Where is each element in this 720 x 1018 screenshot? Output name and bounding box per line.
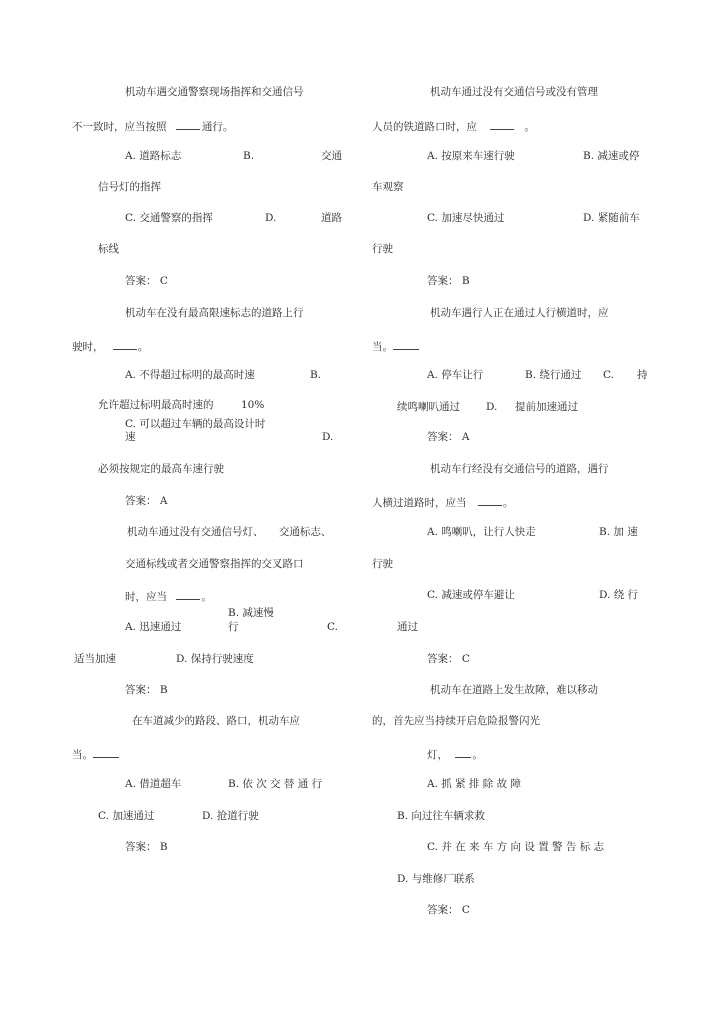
q4-stem-line1: 在车道减少的路段、路口，机动车应 <box>132 715 300 727</box>
q5-option-b-cont: 车观察 <box>372 181 404 193</box>
q3-option-c-text: 适当加速 <box>74 653 116 665</box>
q5-stem-line1: 机动车通过没有交通信号或没有管理 <box>430 86 598 98</box>
q8-stem-line1: 机动车在道路上发生故障，难以移动 <box>430 684 598 696</box>
q3-option-c: C. <box>327 621 338 633</box>
q2-option-c: C. 可以超过车辆的最高设计时 <box>125 418 266 430</box>
q5-option-d: D. 紧随前车 <box>583 212 640 224</box>
q5-answer-blank <box>490 118 514 130</box>
q8-option-a: A. 抓 紧 排 除 故 障 <box>427 778 521 790</box>
q2-stem-line1: 机动车在没有最高限速标志的道路上行 <box>125 307 304 319</box>
q7-option-c: C. 减速或停车避让 <box>427 589 515 601</box>
q7-option-d: D. 绕 行 <box>599 589 639 601</box>
q4-option-a: A. 借道超车 <box>125 778 182 790</box>
q8-option-c: C. 并 在 来 车 方 向 设 置 警 告 标 志 <box>427 841 605 853</box>
q4-answer: 答案： B <box>125 841 168 853</box>
q8-option-b: B. 向过往车辆求救 <box>397 810 485 822</box>
q6-option-c-cont: 续鸣喇叭通过 <box>397 401 460 413</box>
q3-stem-line3: 时，应当 。 <box>125 588 212 604</box>
q1-option-b-text: 交通 <box>321 150 342 162</box>
q8-stem-line3: 灯， 。 <box>427 746 483 762</box>
q2-option-d-text: 必须按规定的最高车速行驶 <box>98 463 224 475</box>
q3-answer-blank <box>176 588 200 600</box>
q1-option-b-cont: 信号灯的指挥 <box>98 181 161 193</box>
q5-answer: 答案： B <box>427 275 470 287</box>
q5-stem-line2: 人员的铁道路口时，应 。 <box>372 118 535 134</box>
q7-answer-blank <box>478 494 502 506</box>
q4-option-b: B. 依 次 交 替 通 行 <box>228 778 323 790</box>
q6-option-c-text: 持 <box>637 369 648 381</box>
q2-option-c-cont: 速 <box>125 431 136 443</box>
q2-option-b-percent: 10% <box>241 399 265 411</box>
q6-option-b: B. 绕行通过 <box>525 369 582 381</box>
q1-option-b: B. <box>243 150 255 162</box>
q3-option-d: D. 保持行驶速度 <box>176 653 254 665</box>
q1-option-c: C. 交通警察的指挥 <box>125 212 213 224</box>
q5-option-a: A. 按原来车速行驶 <box>427 150 515 162</box>
q5-option-c: C. 加速尽快通过 <box>427 212 505 224</box>
q2-answer-blank <box>113 338 137 350</box>
q6-option-a: A. 停车让行 <box>427 369 484 381</box>
q2-option-b: B. <box>310 369 322 381</box>
q8-option-d: D. 与维修厂联系 <box>397 873 475 885</box>
q1-answer-blank <box>176 118 200 130</box>
q6-stem-line2: 当。 <box>372 338 419 354</box>
q7-option-d-cont: 通过 <box>397 621 418 633</box>
q1-stem-line1: 机动车遇交通警察现场指挥和交通信号 <box>125 86 304 98</box>
q6-option-d: D. <box>486 401 498 413</box>
q4-answer-blank <box>93 746 119 758</box>
q2-stem-line2: 驶时， 。 <box>72 338 148 354</box>
q4-stem-line2: 当。 <box>72 746 119 762</box>
q8-answer: 答案： C <box>427 904 470 916</box>
q6-option-d-text: 提前加速通过 <box>515 401 578 413</box>
q1-stem-line2: 不一致时，应当按照 通行。 <box>72 118 233 134</box>
q2-option-a: A. 不得超过标明的最高时速 <box>125 369 255 381</box>
q8-stem-line2: 的，首先应当持续开启危险报警闪光 <box>372 715 540 727</box>
q3-option-a: A. 迅速通过 <box>125 621 182 633</box>
q1-option-d-text: 道路 <box>321 212 342 224</box>
q5-option-d-cont: 行驶 <box>372 243 393 255</box>
q7-option-a: A. 鸣喇叭，让行人快走 <box>427 526 536 538</box>
q3-stem-line1: 机动车通过没有交通信号灯、 交通标志、 <box>127 526 332 538</box>
q7-answer: 答案： C <box>427 653 470 665</box>
q2-option-d: D. <box>322 431 334 443</box>
q1-answer: 答案： C <box>125 275 168 287</box>
q7-stem-line1: 机动车行经没有交通信号的道路，遇行 <box>430 463 609 475</box>
q6-answer: 答案： A <box>427 431 470 443</box>
q3-option-b: B. 减速慢 <box>228 607 274 619</box>
q6-answer-blank <box>393 338 419 350</box>
q1-option-d: D. <box>265 212 277 224</box>
q5-option-b: B. 减速或停 <box>583 150 640 162</box>
q2-answer: 答案： A <box>125 495 168 507</box>
q3-answer: 答案： B <box>125 684 168 696</box>
q7-option-b-cont: 行驶 <box>372 558 393 570</box>
q6-stem-line1: 机动车遇行人正在通过人行横道时，应 <box>430 307 609 319</box>
q1-option-a: A. 道路标志 <box>125 150 182 162</box>
q2-option-b-text: 允许超过标明最高时速的 <box>98 399 214 411</box>
q7-stem-line2: 人横过道路时，应当 。 <box>372 494 513 510</box>
q3-option-b-cont: 行 <box>228 621 239 633</box>
q4-option-c: C. 加速通过 <box>98 810 155 822</box>
q8-answer-blank <box>455 746 471 758</box>
q3-stem-line2: 交通标线或者交通警察指挥的交叉路口 <box>125 558 304 570</box>
q7-option-b: B. 加 速 <box>599 526 638 538</box>
q1-option-d-cont: 标线 <box>98 243 119 255</box>
q4-option-d: D. 抢道行驶 <box>202 810 259 822</box>
q6-option-c: C. <box>603 369 614 381</box>
